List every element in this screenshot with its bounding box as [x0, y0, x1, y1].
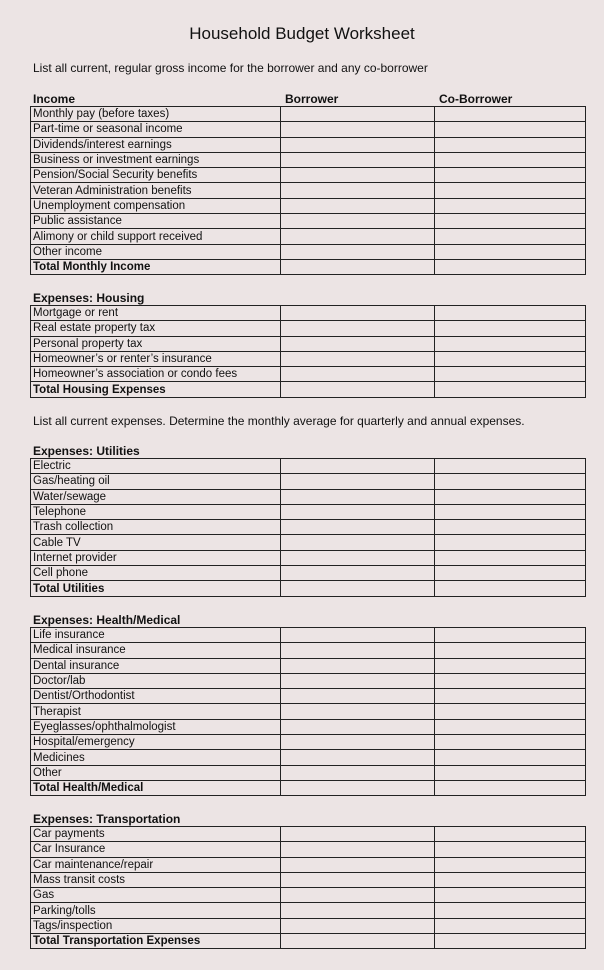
income-header: Income	[33, 92, 76, 106]
expenses-instructions: List all current expenses. Determine the monthly average for quarterly and annual expenses.	[33, 414, 525, 428]
row-label: Mass transit costs	[31, 872, 281, 887]
table-row	[31, 658, 586, 673]
row-label: Car maintenance/repair	[31, 857, 281, 872]
table-row	[31, 735, 586, 750]
row-label: Medicines	[31, 750, 281, 765]
borrower-amount-cell[interactable]	[281, 259, 435, 274]
borrower-amount-cell[interactable]	[281, 367, 435, 382]
coborrower-amount-cell[interactable]	[435, 504, 586, 519]
borrower-amount-cell[interactable]	[281, 244, 435, 259]
row-label: Trash collection	[31, 520, 281, 535]
borrower-amount-cell[interactable]	[281, 719, 435, 734]
row-label: Other income	[31, 244, 281, 259]
coborrower-amount-cell[interactable]	[435, 122, 586, 137]
coborrower-amount-cell[interactable]	[435, 888, 586, 903]
table-row	[31, 704, 586, 719]
table-row	[31, 214, 586, 229]
borrower-amount-cell[interactable]	[281, 336, 435, 351]
row-label: Gas/heating oil	[31, 474, 281, 489]
row-label: Dentist/Orthodontist	[31, 689, 281, 704]
table-row	[31, 107, 586, 122]
coborrower-amount-cell[interactable]	[435, 719, 586, 734]
row-label: Car Insurance	[31, 842, 281, 857]
row-label: Tags/inspection	[31, 918, 281, 933]
table-row	[31, 689, 586, 704]
coborrower-amount-cell[interactable]	[435, 704, 586, 719]
row-label: Pension/Social Security benefits	[31, 168, 281, 183]
row-label: Eyeglasses/ophthalmologist	[31, 719, 281, 734]
row-label: Other	[31, 765, 281, 780]
coborrower-amount-cell[interactable]	[435, 367, 586, 382]
table-row	[31, 336, 586, 351]
coborrower-amount-cell[interactable]	[435, 566, 586, 581]
row-label: Dividends/interest earnings	[31, 137, 281, 152]
borrower-amount-cell[interactable]	[281, 918, 435, 933]
table-row	[31, 827, 586, 842]
table-row	[31, 888, 586, 903]
table-row	[31, 137, 586, 152]
coborrower-amount-cell[interactable]	[435, 489, 586, 504]
row-label: Dental insurance	[31, 658, 281, 673]
table-row	[31, 566, 586, 581]
borrower-amount-cell[interactable]	[281, 459, 435, 474]
borrower-amount-cell[interactable]	[281, 857, 435, 872]
borrower-amount-cell[interactable]	[281, 351, 435, 366]
borrower-amount-cell[interactable]	[281, 504, 435, 519]
row-label: Part-time or seasonal income	[31, 122, 281, 137]
table-row	[31, 750, 586, 765]
borrower-amount-cell[interactable]	[281, 888, 435, 903]
coborrower-amount-cell[interactable]	[435, 857, 586, 872]
borrower-amount-cell[interactable]	[281, 137, 435, 152]
coborrower-amount-cell[interactable]	[435, 827, 586, 842]
row-label: Real estate property tax	[31, 321, 281, 336]
coborrower-amount-cell[interactable]	[435, 550, 586, 565]
borrower-amount-cell[interactable]	[281, 765, 435, 780]
borrower-amount-cell[interactable]	[281, 934, 435, 949]
table-row	[31, 168, 586, 183]
coborrower-amount-cell[interactable]	[435, 658, 586, 673]
coborrower-amount-cell[interactable]	[435, 673, 586, 688]
coborrower-amount-cell[interactable]	[435, 643, 586, 658]
table-row	[31, 474, 586, 489]
row-label: Business or investment earnings	[31, 152, 281, 167]
row-label: Mortgage or rent	[31, 306, 281, 321]
coborrower-amount-cell[interactable]	[435, 628, 586, 643]
income-header-row	[31, 92, 586, 106]
coborrower-amount-cell[interactable]	[435, 382, 586, 397]
borrower-amount-cell[interactable]	[281, 903, 435, 918]
coborrower-amount-cell[interactable]	[435, 750, 586, 765]
row-label: Alimony or child support received	[31, 229, 281, 244]
total-label: Total Housing Expenses	[31, 382, 281, 397]
coborrower-amount-cell[interactable]	[435, 581, 586, 596]
borrower-amount-cell[interactable]	[281, 122, 435, 137]
row-label: Homeowner’s association or condo fees	[31, 367, 281, 382]
borrower-amount-cell[interactable]	[281, 168, 435, 183]
table-row	[31, 367, 586, 382]
borrower-amount-cell[interactable]	[281, 566, 435, 581]
row-label: Medical insurance	[31, 643, 281, 658]
coborrower-amount-cell[interactable]	[435, 520, 586, 535]
borrower-amount-cell[interactable]	[281, 872, 435, 887]
coborrower-amount-cell[interactable]	[435, 259, 586, 274]
coborrower-amount-cell[interactable]	[435, 229, 586, 244]
row-label: Life insurance	[31, 628, 281, 643]
table-row	[31, 628, 586, 643]
table-row	[31, 643, 586, 658]
table-row	[31, 351, 586, 366]
utilities-table	[30, 458, 586, 597]
row-label: Personal property tax	[31, 336, 281, 351]
table-row	[31, 183, 586, 198]
borrower-amount-cell[interactable]	[281, 489, 435, 504]
coborrower-amount-cell[interactable]	[435, 535, 586, 550]
row-label: Cable TV	[31, 535, 281, 550]
table-row	[31, 918, 586, 933]
borrower-amount-cell[interactable]	[281, 581, 435, 596]
health-section-title: Expenses: Health/Medical	[33, 613, 181, 627]
row-label: Veteran Administration benefits	[31, 183, 281, 198]
borrower-amount-cell[interactable]	[281, 535, 435, 550]
coborrower-amount-cell[interactable]	[435, 214, 586, 229]
coborrower-amount-cell[interactable]	[435, 780, 586, 795]
table-row	[31, 229, 586, 244]
coborrower-amount-cell[interactable]	[435, 735, 586, 750]
table-row	[31, 903, 586, 918]
borrower-amount-cell[interactable]	[281, 735, 435, 750]
coborrower-amount-cell[interactable]	[435, 183, 586, 198]
housing-section-title: Expenses: Housing	[33, 291, 145, 305]
coborrower-amount-cell[interactable]	[435, 872, 586, 887]
coborrower-amount-cell[interactable]	[435, 152, 586, 167]
coborrower-amount-cell[interactable]	[435, 474, 586, 489]
borrower-amount-cell[interactable]	[281, 689, 435, 704]
borrower-amount-cell[interactable]	[281, 107, 435, 122]
total-row	[31, 581, 586, 596]
row-label: Gas	[31, 888, 281, 903]
housing-table	[30, 305, 586, 398]
table-row	[31, 198, 586, 213]
row-label: Doctor/lab	[31, 673, 281, 688]
borrower-amount-cell[interactable]	[281, 306, 435, 321]
total-row	[31, 780, 586, 795]
borrower-amount-cell[interactable]	[281, 214, 435, 229]
table-row	[31, 306, 586, 321]
total-row	[31, 934, 586, 949]
borrower-amount-cell[interactable]	[281, 643, 435, 658]
borrower-amount-cell[interactable]	[281, 183, 435, 198]
utilities-section-title: Expenses: Utilities	[33, 444, 140, 458]
borrower-amount-cell[interactable]	[281, 550, 435, 565]
table-row	[31, 535, 586, 550]
coborrower-amount-cell[interactable]	[435, 336, 586, 351]
coborrower-amount-cell[interactable]	[435, 351, 586, 366]
row-label: Water/sewage	[31, 489, 281, 504]
borrower-amount-cell[interactable]	[281, 842, 435, 857]
total-label: Total Utilities	[31, 581, 281, 596]
borrower-amount-cell[interactable]	[281, 628, 435, 643]
coborrower-amount-cell[interactable]	[435, 306, 586, 321]
borrower-amount-cell[interactable]	[281, 382, 435, 397]
total-label: Total Monthly Income	[31, 259, 281, 274]
borrower-header: Borrower	[285, 92, 339, 106]
coborrower-amount-cell[interactable]	[435, 168, 586, 183]
row-label: Monthly pay (before taxes)	[31, 107, 281, 122]
total-label: Total Transportation Expenses	[31, 934, 281, 949]
page-title: Household Budget Worksheet	[189, 24, 415, 43]
coborrower-amount-cell[interactable]	[435, 321, 586, 336]
coborrower-amount-cell[interactable]	[435, 244, 586, 259]
borrower-amount-cell[interactable]	[281, 321, 435, 336]
coborrower-amount-cell[interactable]	[435, 842, 586, 857]
coborrower-amount-cell[interactable]	[435, 107, 586, 122]
row-label: Homeowner’s or renter’s insurance	[31, 351, 281, 366]
table-row	[31, 765, 586, 780]
borrower-amount-cell[interactable]	[281, 704, 435, 719]
table-row	[31, 857, 586, 872]
table-row	[31, 842, 586, 857]
table-row	[31, 489, 586, 504]
total-row	[31, 382, 586, 397]
row-label: Car payments	[31, 827, 281, 842]
row-label: Internet provider	[31, 550, 281, 565]
health-table	[30, 627, 586, 796]
row-label: Parking/tolls	[31, 903, 281, 918]
table-row	[31, 719, 586, 734]
table-row	[31, 673, 586, 688]
borrower-amount-cell[interactable]	[281, 673, 435, 688]
borrower-amount-cell[interactable]	[281, 474, 435, 489]
table-row	[31, 550, 586, 565]
coborrower-amount-cell[interactable]	[435, 137, 586, 152]
row-label: Public assistance	[31, 214, 281, 229]
table-row	[31, 504, 586, 519]
table-row	[31, 152, 586, 167]
row-label: Telephone	[31, 504, 281, 519]
transportation-section-title: Expenses: Transportation	[33, 812, 181, 826]
borrower-amount-cell[interactable]	[281, 229, 435, 244]
coborrower-amount-cell[interactable]	[435, 918, 586, 933]
borrower-amount-cell[interactable]	[281, 750, 435, 765]
income-table	[30, 106, 586, 275]
table-row	[31, 122, 586, 137]
coborrower-amount-cell[interactable]	[435, 765, 586, 780]
borrower-amount-cell[interactable]	[281, 520, 435, 535]
borrower-amount-cell[interactable]	[281, 780, 435, 795]
coborrower-amount-cell[interactable]	[435, 934, 586, 949]
table-row	[31, 520, 586, 535]
table-row	[31, 459, 586, 474]
table-row	[31, 321, 586, 336]
table-row	[31, 872, 586, 887]
coborrower-amount-cell[interactable]	[435, 689, 586, 704]
table-row	[31, 244, 586, 259]
income-instructions: List all current, regular gross income for the borrower and any co-borrower	[33, 61, 428, 75]
transportation-table	[30, 826, 586, 949]
total-row	[31, 259, 586, 274]
coborrower-amount-cell[interactable]	[435, 198, 586, 213]
coborrower-amount-cell[interactable]	[435, 903, 586, 918]
row-label: Therapist	[31, 704, 281, 719]
row-label: Cell phone	[31, 566, 281, 581]
row-label: Hospital/emergency	[31, 735, 281, 750]
row-label: Unemployment compensation	[31, 198, 281, 213]
total-label: Total Health/Medical	[31, 780, 281, 795]
borrower-amount-cell[interactable]	[281, 152, 435, 167]
borrower-amount-cell[interactable]	[281, 198, 435, 213]
borrower-amount-cell[interactable]	[281, 827, 435, 842]
borrower-amount-cell[interactable]	[281, 658, 435, 673]
coborrower-amount-cell[interactable]	[435, 459, 586, 474]
row-label: Electric	[31, 459, 281, 474]
coborrower-header: Co-Borrower	[439, 92, 513, 106]
